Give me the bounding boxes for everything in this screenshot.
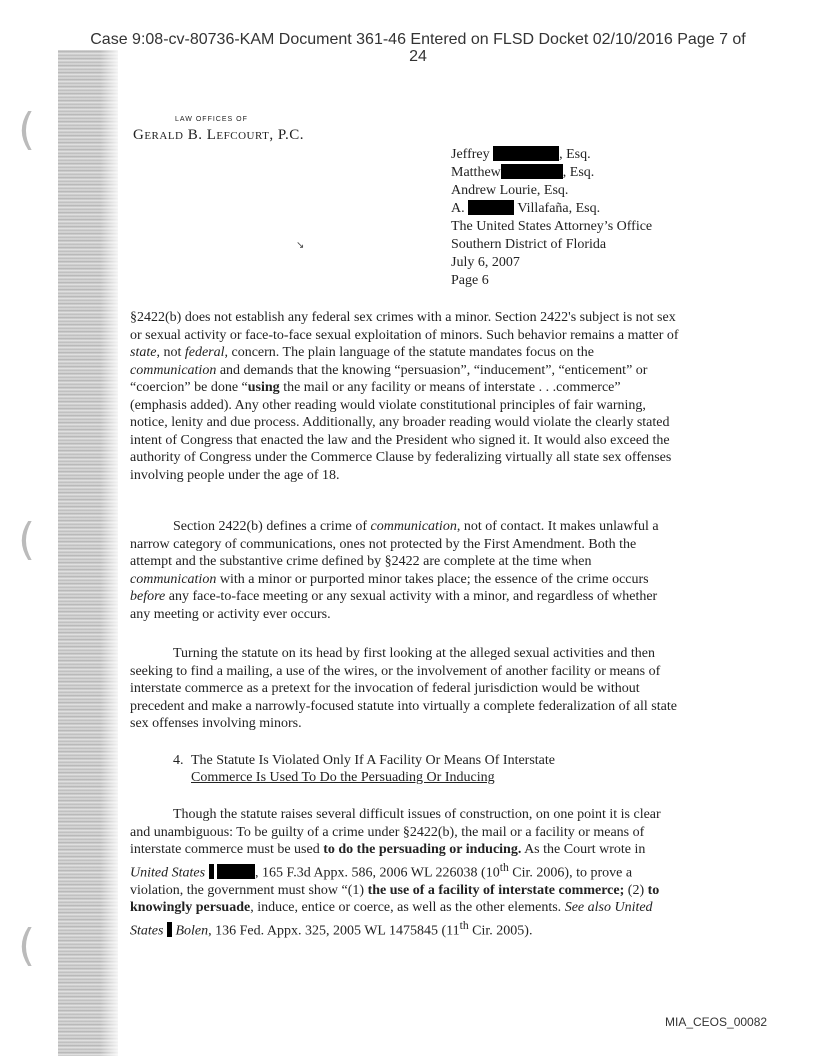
court-filing-header [68,31,768,65]
address-line: The United States Attorney’s Office [451,219,653,234]
law-offices-label: LAW OFFICES OF [175,116,248,123]
paragraph-3: Turning the statute on its head by first looking at the alleged sexual activities and then seeking to find a mailing, a use of the wires, or the involvement of another facility or means of interstate commerce as a pretext for the invocation of federal jurisdiction would be without precedent and make a narrowly-focused statute into virtually a complete federalization of all state sex offenses involving minors. [130,646,677,731]
paragraph-4: Though the statute raises several difficult issues of construction, on one point it is clear and unambiguous: To be guilty of a crime under §2422(b), the mail or a facility or means of interstate commerce must be used to do the persuading or inducing. As the Court wrote in United States , 165 F.3d Appx. 586, 2006 WL 226038 (10th Cir. 2006), to prove a violation, the government must show “(1) the use of a facility of interstate commerce; (2) to knowingly persuade, induce, entice or coerce, as well as the other elements. See also United States Bolen, 136 Fed. Appx. 325, 2005 WL 1475845 (11th Cir. 2005). [130,807,661,939]
header-line-2: 24 [409,48,427,65]
address-line [451,200,711,218]
punch-hole-mark: ( [18,104,36,155]
punch-hole-mark: ( [18,514,36,565]
bates-number: MIA_CEOS_00082 [665,1015,768,1029]
letter-date: July 6, 2007 [451,255,520,270]
address-line: Southern District of Florida [451,237,607,252]
addressee-name: Jeffrey [451,147,490,162]
punch-hole-mark: ( [18,920,36,971]
redaction-box [468,200,514,215]
heading-line-2: Commerce Is Used To Do the Persuading Or Inducing [191,770,495,785]
redaction-box [167,922,172,937]
address-line [451,146,711,164]
heading-line-1: The Statute Is Violated Only If A Facility Or Means Of Interstate [191,753,555,768]
paragraph-2: Section 2422(b) defines a crime of communication, not of contact. It makes unlawful a narrow category of communications, ones not protected by the First Amendment. Both the attempt and the substantive crime defined by §2422 are complete at the time when communication with a minor or purported minor takes place; the essence of the crime occurs before any face-to-face meeting or any sexual activity with a minor, and regardless of whether any meeting or activity ever occurs. [130,519,659,622]
redaction-box [217,864,255,879]
firm-name: Gerald B. Lefcourt, P.C. [133,127,305,143]
redaction-box [209,864,214,879]
address-line [451,164,711,182]
scan-edge-fade [100,50,122,1056]
heading-number: 4. [173,753,184,768]
address-block [451,146,711,290]
scan-speck: ↘ [296,240,305,251]
addressee-name: Matthew [451,165,501,180]
addressee-name: A. [451,201,465,216]
redaction-box [493,146,559,161]
section-heading [173,752,633,786]
addressee-suffix: , Esq. [559,147,591,162]
header-line-1: Case 9:08-cv-80736-KAM Document 361-46 Entered on FLSD Docket 02/10/2016 Page 7 of [90,31,746,48]
address-line: Andrew Lourie, Esq. [451,183,569,198]
addressee-suffix: Villafaña, Esq. [517,201,601,216]
paragraph-1: §2422(b) does not establish any federal sex crimes with a minor. Section 2422's subject is not sex or sexual activity or face-to-face sexual exploitation of minors. Such behavior remains a matter of state, not federal, concern. The plain language of the statute mandates focus on the communication and demands that the knowing “persuasion”, “inducement”, “enticement” or “coercion” be done “using the mail or any facility or means of interstate . . .commerce” (emphasis added). Any other reading would violate constitutional principles of fair warning, notice, lenity and due process. Additionally, any broader reading would violate the clearly stated intent of Congress that enacted the law and the President who signed it. It would also exceed the authority of Congress under the Commerce Clause by federalizing virtually all state sex offenses involving people under the age of 18. [130,310,679,483]
addressee-suffix: , Esq. [562,165,595,180]
letter-page-number: Page 6 [451,273,489,288]
redaction-box [501,164,563,179]
